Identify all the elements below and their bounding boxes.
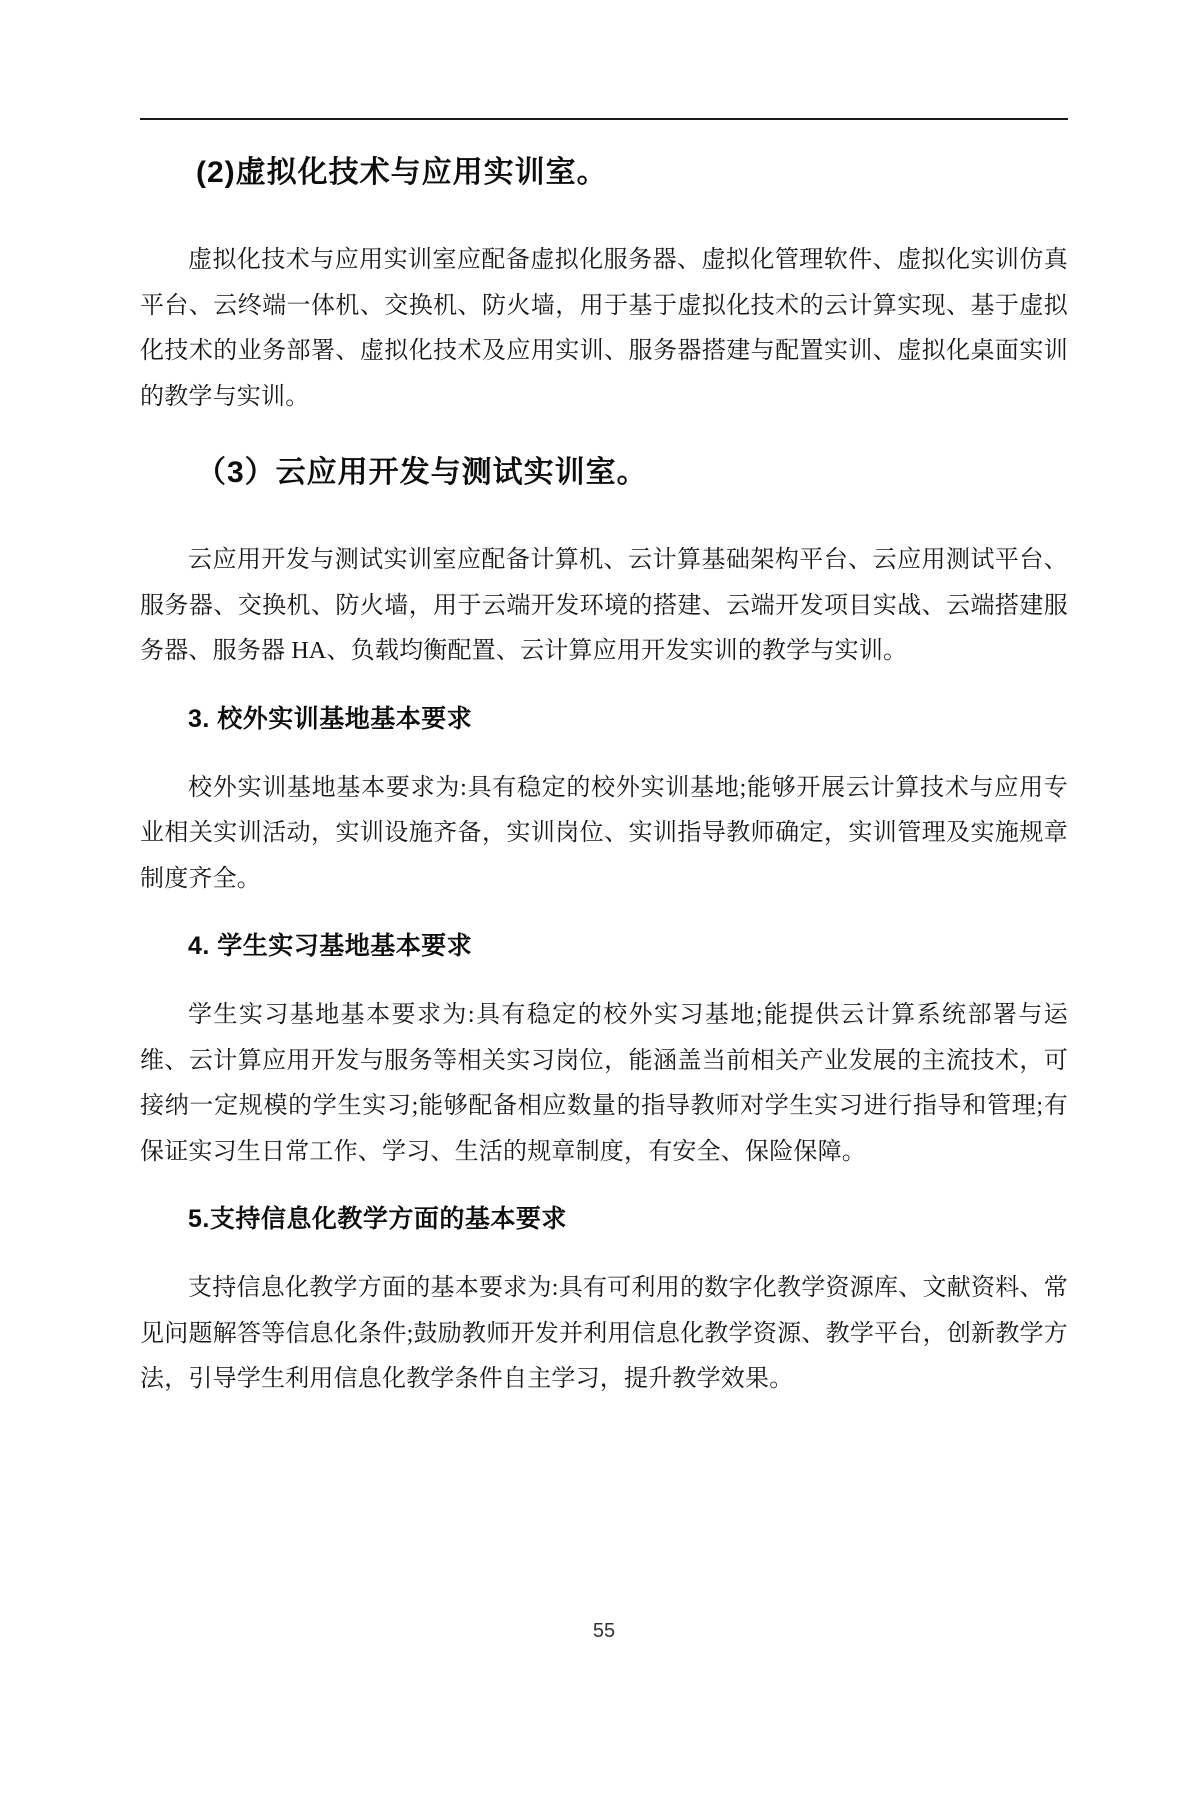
paragraph-offcampus-base: 校外实训基地基本要求为:具有稳定的校外实训基地;能够开展云计算技术与应用专业相关实训活动，实训设施齐备，实训岗位、实训指导教师确定，实训管理及实施规章制度齐全。 [140,774,1068,892]
section-heading-cloud-dev-room: （3）云应用开发与测试实训室。 [196,456,648,489]
page-number: 55 [592,1620,616,1642]
subsection-heading-offcampus-base: 3. 校外实训基地基本要求 [188,704,473,733]
subsection-heading-informatization: 5.支持信息化教学方面的基本要求 [188,1205,567,1233]
paragraph-virtualization-room: 虚拟化技术与应用实训室应配备虚拟化服务器、虚拟化管理软件、虚拟化实训仿真平台、云终端一体机、交换机、防火墙，用于基于虚拟化技术的云计算实现、基于虚拟化技术的业务部署、虚拟化技术及应用实训、服务器搭建与配置实训、虚拟化桌面实训的教学与实训。 [140,247,1068,410]
section-heading-virtualization-room: (2)虚拟化技术与应用实训室。 [196,156,608,189]
paragraph-cloud-dev-room: 云应用开发与测试实训室应配备计算机、云计算基础架构平台、云应用测试平台、服务器、交换机、防火墙，用于云端开发环境的搭建、云端开发项目实战、云端搭建服务器、服务器 HA、负载均衡配置、云计算应用开发实训的教学与实训。 [140,547,1068,664]
header-divider [140,118,1068,120]
subsection-heading-internship-base: 4. 学生实习基地基本要求 [188,932,473,960]
document-page [0,118,1191,1802]
paragraph-internship-base: 学生实习基地基本要求为:具有稳定的校外实习基地;能提供云计算系统部署与运维、云计算应用开发与服务等相关实习岗位，能涵盖当前相关产业发展的主流技术，可接纳一定规模的学生实习;能够配备相应数量的指导教师对学生实习进行指导和管理;有保证实习生日常工作、学习、生活的规章制度，有安全、保险保障。 [140,1002,1068,1165]
paragraph-informatization: 支持信息化教学方面的基本要求为:具有可利用的数字化教学资源库、文献资料、常见问题解答等信息化条件;鼓励教师开发并利用信息化教学资源、教学平台，创新教学方法，引导学生利用信息化教学条件自主学习，提升教学效果。 [140,1275,1068,1392]
